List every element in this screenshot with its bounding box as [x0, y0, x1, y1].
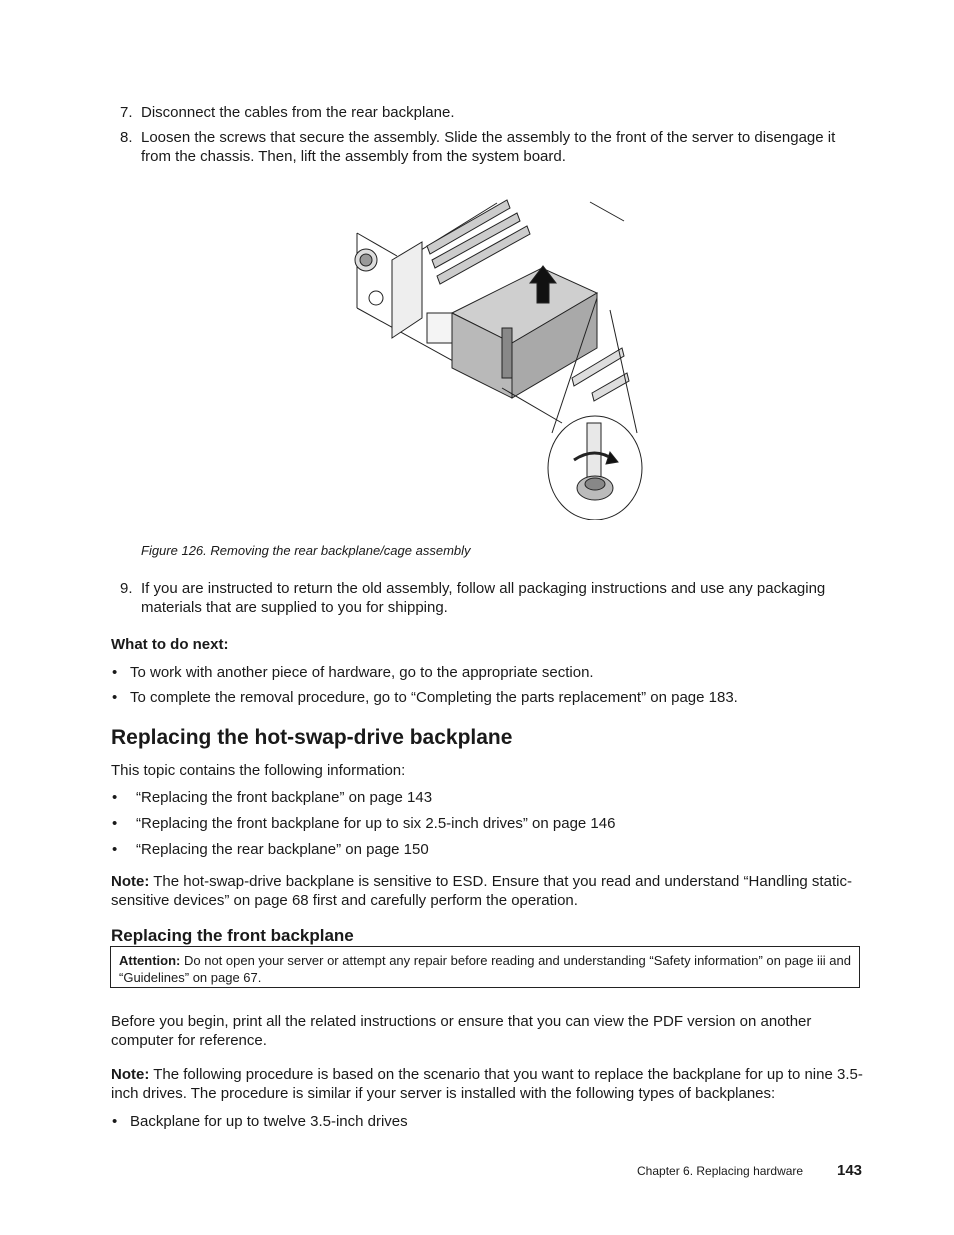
bullet-dot: • [112, 841, 118, 858]
bullet-dot: • [112, 1113, 118, 1130]
next-bullet-2: To complete the removal procedure, go to “Completing the parts replacement” on page 183. [130, 689, 738, 706]
footer-chapter: Chapter 6. Replacing hardware [637, 1164, 804, 1178]
link-front-backplane-six-drives[interactable]: “Replacing the front backplane for up to six 2.5-inch drives” on page 146 [136, 815, 616, 832]
page-number: 143 [837, 1162, 863, 1179]
attention-label: Attention: [119, 953, 181, 968]
step-8-number: 8. [120, 129, 133, 146]
step-7-number: 7. [120, 104, 133, 121]
backplane-type-1: Backplane for up to twelve 3.5-inch drives [130, 1113, 408, 1130]
server-assembly-illustration [352, 198, 652, 520]
figure-caption: Figure 126. Removing the rear backplane/cage assembly [141, 543, 471, 558]
step-7-text: Disconnect the cables from the rear backplane. [141, 104, 455, 121]
procedure-note-text: The following procedure is based on the scenario that you want to replace the backplane for up to nine 3.5-inch drives. The procedure is similar if your server is installed with the following types of backplanes: [111, 1066, 863, 1102]
subsection-title: Replacing the front backplane [111, 926, 354, 945]
step-8-text: Loosen the screws that secure the assembly. Slide the assembly to the front of the server to disengage it from the chassis. Then, lift the assembly from the system board. [141, 129, 836, 165]
procedure-note-label: Note: [111, 1066, 150, 1083]
section-intro: This topic contains the following information: [111, 762, 406, 779]
attention-box [110, 946, 860, 988]
before-you-begin: Before you begin, print all the related instructions or ensure that you can view the PDF version on another computer for reference. [111, 1013, 812, 1049]
what-to-do-next-heading: What to do next: [111, 636, 229, 653]
section-title: Replacing the hot-swap-drive backplane [111, 726, 513, 749]
bullet-dot: • [112, 664, 118, 681]
step-9-text: If you are instructed to return the old assembly, follow all packaging instructions and use any packaging materials that are supplied to you for shipping. [141, 580, 826, 616]
bullet-dot: • [112, 789, 118, 806]
next-bullet-1: To work with another piece of hardware, go to the appropriate section. [130, 664, 594, 681]
bullet-dot: • [112, 689, 118, 706]
note-label: Note: [111, 873, 150, 890]
attention-text: Do not open your server or attempt any repair before reading and understanding “Safety information” on page iii and “Guidelines” on page 67. [119, 953, 851, 985]
procedure-note [111, 1065, 866, 1103]
section-note [111, 872, 861, 910]
step-9-number: 9. [120, 580, 133, 597]
note-text: The hot-swap-drive backplane is sensitive to ESD. Ensure that you read and understand “Handling static-sensitive devices” on page 68 first and carefully perform the operation. [111, 873, 852, 909]
bullet-dot: • [112, 815, 118, 832]
link-rear-backplane[interactable]: “Replacing the rear backplane” on page 150 [136, 841, 429, 858]
link-front-backplane[interactable]: “Replacing the front backplane” on page 143 [136, 789, 433, 806]
figure-removing-rear-backplane [352, 198, 652, 520]
